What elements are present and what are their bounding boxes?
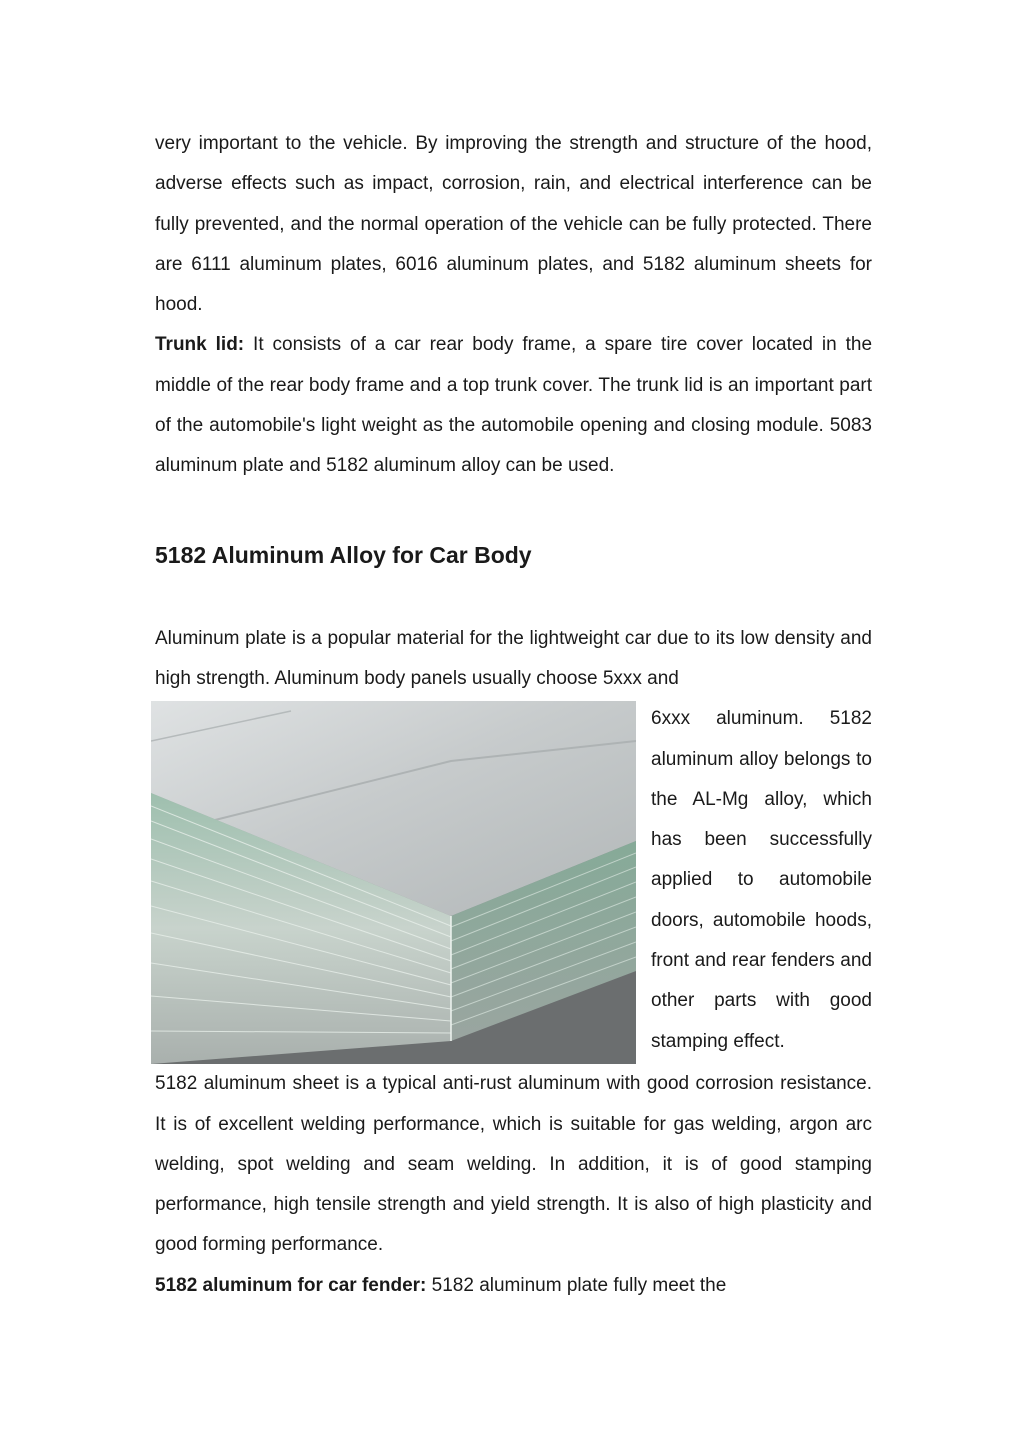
paragraph-fender bbox=[155, 1266, 872, 1306]
section-heading: 5182 Aluminum Alloy for Car Body bbox=[155, 541, 532, 568]
fender-label: 5182 aluminum for car fender: bbox=[155, 1274, 427, 1296]
trunk-lid-label: Trunk lid: bbox=[155, 334, 245, 356]
document-page bbox=[155, 124, 872, 1306]
paragraph-intro-top: Aluminum plate is a popular material for the lightweight car due to its low density and high strength. Aluminum body panels usually choose 5xxx and bbox=[155, 627, 872, 689]
trunk-lid-text: It consists of a car rear body frame, a spare tire cover located in the middle of the rear body frame and a top trunk cover. The trunk lid is an important part of the automobile's light weight as the automobile opening and closing module. 5083 aluminum plate and 5182 aluminum alloy can be used. bbox=[155, 334, 873, 477]
paragraph-hood: very important to the vehicle. By improving the strength and structure of the hood, adverse effects such as impact, corrosion, rain, and electrical interference can be fully prevented, and the normal operation of the vehicle can be fully protected. There are 6111 aluminum plates, 6016 aluminum plates, and 5182 aluminum sheets for hood. bbox=[155, 133, 872, 316]
figure-with-text bbox=[155, 699, 872, 1064]
aluminum-sheets-photo bbox=[151, 701, 636, 1064]
paragraph-intro-wrapped: 6xxx aluminum. 5182 aluminum alloy belongs to the AL-Mg alloy, which has been successfully applied to automobile doors, automobile hoods, front and rear fenders and other parts with good stamping effect. bbox=[651, 708, 872, 1052]
paragraph-corrosion: 5182 aluminum sheet is a typical anti-rust aluminum with good corrosion resistance. It is of excellent welding performance, which is suitable for gas welding, argon arc welding, spot welding and seam welding. In addition, it is of good stamping performance, high tensile strength and yield strength. It is also of high plasticity and good forming performance. bbox=[155, 1073, 872, 1256]
fender-text: 5182 aluminum plate fully meet the bbox=[426, 1274, 727, 1296]
paragraph-trunk-lid bbox=[155, 325, 872, 486]
